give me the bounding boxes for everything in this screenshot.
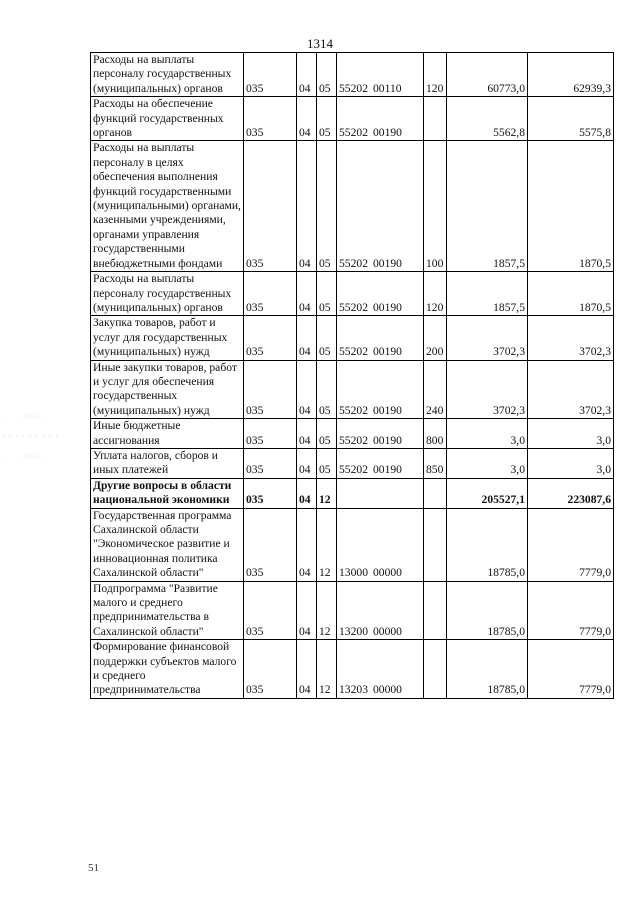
row-value-1: 3,0: [447, 448, 528, 478]
row-value-2: 1870,5: [528, 272, 614, 316]
table-body: [91, 53, 614, 699]
row-pr: 05: [317, 360, 337, 419]
row-ved: 035: [244, 508, 297, 581]
row-value-1: 3702,3: [447, 316, 528, 360]
row-cs-direction: 00110: [372, 81, 402, 95]
row-cs-direction: 00190: [372, 126, 402, 140]
table-row: [91, 97, 614, 141]
table-row: [91, 640, 614, 699]
row-value-2: 3702,3: [528, 316, 614, 360]
table-row: [91, 316, 614, 360]
row-ved: 035: [244, 581, 297, 640]
table-row: [91, 272, 614, 316]
row-cs-program: 13000: [339, 566, 368, 580]
row-rz: 04: [297, 272, 317, 316]
table-row: [91, 581, 614, 640]
row-value-2: 7779,0: [528, 581, 614, 640]
row-name: Расходы на выплаты персоналу в целях обеспечения выполнения функций государственными (муниципальными) органами, казенными учреждениями, органами управления государственными внебюджетными фондами: [91, 141, 244, 272]
row-cs-program: 55202: [339, 256, 368, 270]
row-vr: [424, 478, 447, 508]
row-value-1: 1857,5: [447, 141, 528, 272]
row-cs: [337, 581, 424, 640]
row-name: Уплата налогов, сборов и иных платежей: [91, 448, 244, 478]
row-cs-program: 55202: [339, 81, 368, 95]
row-value-2: 3702,3: [528, 360, 614, 419]
row-vr: [424, 581, 447, 640]
table-row: [91, 448, 614, 478]
row-value-2: 7779,0: [528, 508, 614, 581]
row-ved: 035: [244, 97, 297, 141]
row-value-2: 3,0: [528, 448, 614, 478]
row-name: Государственная программа Сахалинской области "Экономическое развитие и инновационная политика Сахалинской области": [91, 508, 244, 581]
row-pr: 05: [317, 448, 337, 478]
row-vr: 120: [424, 53, 447, 97]
table-row: [91, 141, 614, 272]
row-vr: 100: [424, 141, 447, 272]
row-value-1: 3,0: [447, 419, 528, 449]
row-pr: 05: [317, 316, 337, 360]
row-cs-program: 55202: [339, 463, 368, 477]
row-cs-program: 55202: [339, 300, 368, 314]
row-vr: 240: [424, 360, 447, 419]
row-rz: 04: [297, 141, 317, 272]
table-row: [91, 419, 614, 449]
row-vr: [424, 97, 447, 141]
row-value-1: 18785,0: [447, 508, 528, 581]
row-rz: 04: [297, 419, 317, 449]
row-pr: 05: [317, 97, 337, 141]
row-pr: 05: [317, 419, 337, 449]
page-number: 1314: [307, 36, 333, 51]
row-rz: 04: [297, 640, 317, 699]
row-pr: 05: [317, 141, 337, 272]
row-rz: 04: [297, 508, 317, 581]
row-pr: 12: [317, 640, 337, 699]
row-cs: [337, 478, 424, 508]
row-value-1: 18785,0: [447, 640, 528, 699]
row-ved: 035: [244, 53, 297, 97]
row-cs-direction: 00190: [372, 256, 402, 270]
row-value-2: 1870,5: [528, 141, 614, 272]
row-cs-direction: 00190: [372, 300, 402, 314]
row-cs-program: 55202: [339, 126, 368, 140]
row-name: Расходы на выплаты персоналу государственных (муниципальных) органов: [91, 272, 244, 316]
row-cs: [337, 97, 424, 141]
row-ved: 035: [244, 640, 297, 699]
row-ved: 035: [244, 316, 297, 360]
row-pr: 05: [317, 53, 337, 97]
row-value-2: 223087,6: [528, 478, 614, 508]
row-cs-direction: 00000: [372, 566, 402, 580]
row-rz: 04: [297, 581, 317, 640]
row-cs-program: 55202: [339, 403, 368, 417]
row-value-2: 3,0: [528, 419, 614, 449]
row-cs: [337, 360, 424, 419]
row-cs: [337, 316, 424, 360]
row-name: Иные закупки товаров, работ и услуг для обеспечения государственных (муниципальных) нужд: [91, 360, 244, 419]
row-value-2: 62939,3: [528, 53, 614, 97]
row-cs-program: 13200: [339, 624, 368, 638]
budget-table: [90, 52, 614, 699]
row-ved: 035: [244, 141, 297, 272]
row-ved: 035: [244, 360, 297, 419]
row-value-2: 7779,0: [528, 640, 614, 699]
row-ved: 035: [244, 448, 297, 478]
row-name: Закупка товаров, работ и услуг для государственных (муниципальных) нужд: [91, 316, 244, 360]
row-vr: 850: [424, 448, 447, 478]
row-cs-direction: 00190: [372, 403, 402, 417]
row-pr: 12: [317, 508, 337, 581]
row-name: Расходы на обеспечение функций государственных органов: [91, 97, 244, 141]
table-row: [91, 360, 614, 419]
table-row: [91, 53, 614, 97]
row-value-1: 60773,0: [447, 53, 528, 97]
row-rz: 04: [297, 448, 317, 478]
row-cs-direction: 00190: [372, 345, 402, 359]
table-row: [91, 478, 614, 508]
row-pr: 05: [317, 272, 337, 316]
row-rz: 04: [297, 360, 317, 419]
scan-artifact: · · · · · · · ·: [4, 452, 55, 461]
row-pr: 12: [317, 478, 337, 508]
table-row: [91, 508, 614, 581]
row-cs-direction: 00190: [372, 433, 402, 447]
row-cs: [337, 640, 424, 699]
scan-artifact: · · · · · · · ·: [4, 412, 55, 421]
row-cs-program: 55202: [339, 345, 368, 359]
row-name: Иные бюджетные ассигнования: [91, 419, 244, 449]
row-vr: [424, 508, 447, 581]
row-value-1: 5562,8: [447, 97, 528, 141]
row-name: Другие вопросы в области национальной экономики: [91, 478, 244, 508]
row-cs: [337, 141, 424, 272]
footer-mark: 51: [88, 862, 99, 874]
row-value-1: 18785,0: [447, 581, 528, 640]
row-cs-direction: 00000: [372, 624, 402, 638]
row-cs-direction: 00190: [372, 463, 402, 477]
row-ved: 035: [244, 478, 297, 508]
row-rz: 04: [297, 97, 317, 141]
row-rz: 04: [297, 316, 317, 360]
row-name: Подпрограмма "Развитие малого и среднего предпринимательства в Сахалинской области": [91, 581, 244, 640]
row-cs: [337, 53, 424, 97]
row-value-1: 1857,5: [447, 272, 528, 316]
row-ved: 035: [244, 272, 297, 316]
row-cs: [337, 419, 424, 449]
row-rz: 04: [297, 478, 317, 508]
row-cs: [337, 508, 424, 581]
row-vr: 800: [424, 419, 447, 449]
row-vr: 120: [424, 272, 447, 316]
row-cs-direction: 00000: [372, 683, 402, 697]
scan-artifact: · · · · · · · · ·: [2, 432, 59, 441]
row-cs-program: 55202: [339, 433, 368, 447]
row-name: Формирование финансовой поддержки субъектов малого и среднего предпринимательства: [91, 640, 244, 699]
row-cs: [337, 272, 424, 316]
row-value-1: 205527,1: [447, 478, 528, 508]
row-value-2: 5575,8: [528, 97, 614, 141]
row-pr: 12: [317, 581, 337, 640]
row-value-1: 3702,3: [447, 360, 528, 419]
row-cs: [337, 448, 424, 478]
row-rz: 04: [297, 53, 317, 97]
row-vr: 200: [424, 316, 447, 360]
row-cs-program: 13203: [339, 683, 368, 697]
row-ved: 035: [244, 419, 297, 449]
row-name: Расходы на выплаты персоналу государственных (муниципальных) органов: [91, 53, 244, 97]
row-vr: [424, 640, 447, 699]
